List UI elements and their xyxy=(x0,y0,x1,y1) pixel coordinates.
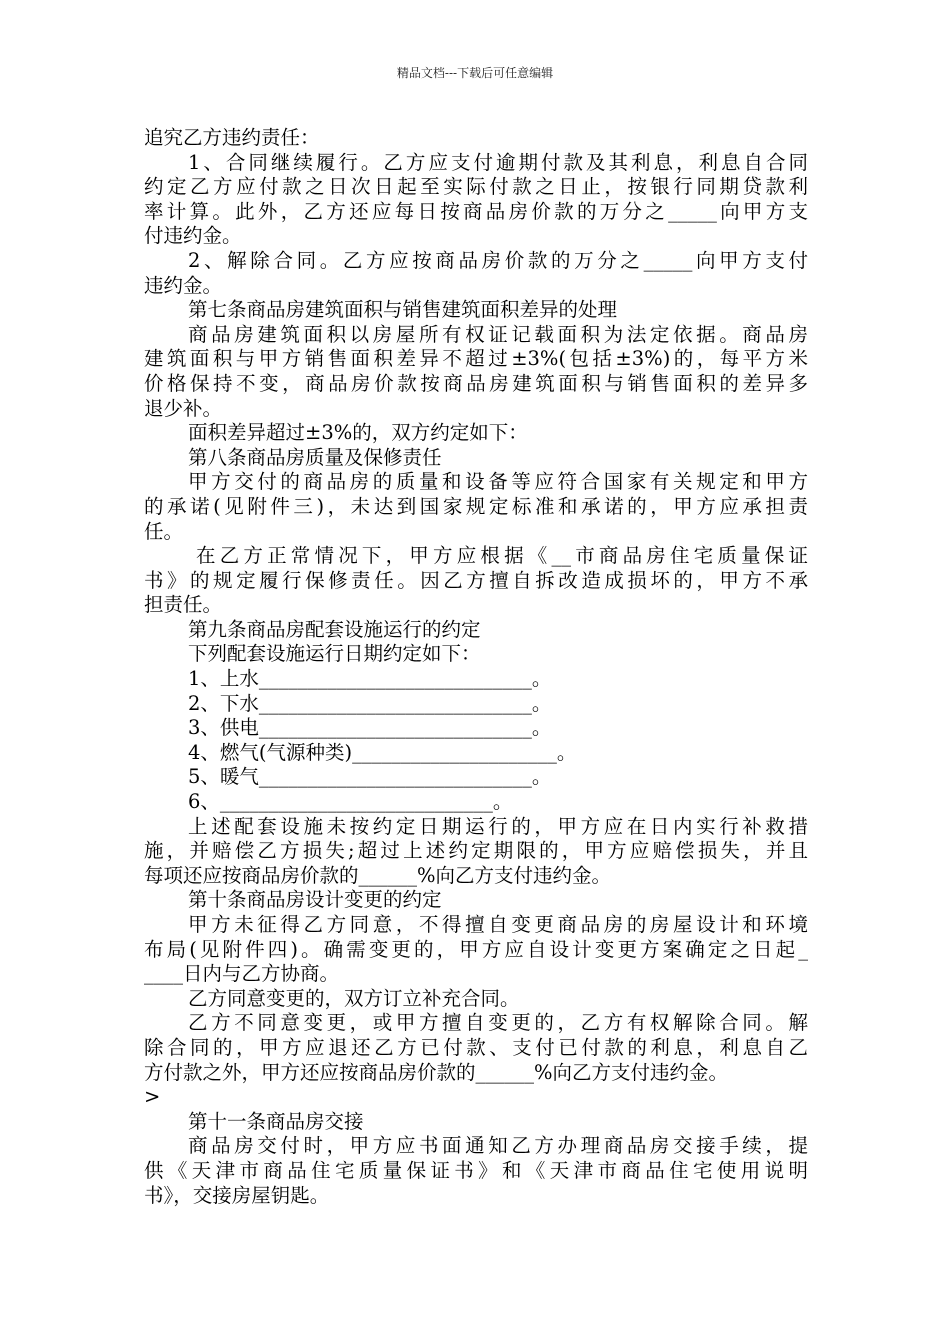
text-line: > xyxy=(144,1085,161,1109)
text-line: 担责任。 xyxy=(144,593,223,617)
section-heading: 第十条商品房设计变更的约定 xyxy=(188,888,442,912)
text-line: 追究乙方违约责任： xyxy=(144,126,320,149)
text-line: 方付款之外，甲方还应按商品房价款的______%向乙方支付违约金。 xyxy=(144,1060,729,1084)
text-line: 下列配套设施运行日期约定如下： xyxy=(188,642,481,666)
section-heading: 第九条商品房配套设施运行的约定 xyxy=(188,617,481,641)
text-line: 每项还应按商品房价款的______%向乙方支付违约金。 xyxy=(144,863,612,887)
text-line: 书》的规定履行保修责任。因乙方擅自拆改造成损坏的，甲方不承 xyxy=(144,568,808,592)
text-line: 乙方同意变更的，双方订立补充合同。 xyxy=(188,986,520,1010)
text-line: 的承诺(见附件三)，未达到国家规定标准和承诺的，甲方应承担责 xyxy=(144,494,808,518)
text-line: 乙方不同意变更，或甲方擅自变更的，乙方有权解除合同。解 xyxy=(188,1011,808,1035)
list-item: 6、____________________________。 xyxy=(188,790,513,814)
text-line: 甲方未征得乙方同意，不得擅自变更商品房的房屋设计和环境 xyxy=(188,913,808,936)
page-header: 精品文档---下载后可任意编辑 xyxy=(396,66,554,80)
list-item: 2、下水____________________________。 xyxy=(188,691,552,715)
text-line: 约定乙方应付款之日次日起至实际付款之日止，按银行同期贷款利 xyxy=(144,175,808,199)
text-line: 退少补。 xyxy=(144,396,223,420)
text-line: 违约金。 xyxy=(144,273,223,297)
text-line: 率计算。此外，乙方还应每日按商品房价款的万分之_____向甲方支 xyxy=(144,199,808,223)
list-item: 5、暖气____________________________。 xyxy=(188,765,552,789)
text-line: 书》，交接房屋钥匙。 xyxy=(144,1183,330,1207)
text-line: 面积差异超过±3%的，双方约定如下： xyxy=(188,421,528,445)
text-line: 布局(见附件四)。确需变更的，甲方应自设计变更方案确定之日起_ xyxy=(144,937,808,961)
section-heading: 第十一条商品房交接 xyxy=(188,1109,364,1133)
text-line: 上述配套设施未按约定日期运行的，甲方应在日内实行补救措 xyxy=(188,814,808,838)
text-line: 甲方交付的商品房的质量和设备等应符合国家有关规定和甲方 xyxy=(188,470,808,494)
text-line: 商品房建筑面积以房屋所有权证记载面积为法定依据。商品房 xyxy=(188,322,808,346)
document-body xyxy=(144,126,808,1208)
section-heading: 第七条商品房建筑面积与销售建筑面积差异的处理 xyxy=(188,298,618,322)
text-line: 2、解除合同。乙方应按商品房价款的万分之_____向甲方支付 xyxy=(188,248,808,272)
text-line: 在乙方正常情况下，甲方应根据《__市商品房住宅质量保证 xyxy=(196,544,808,568)
list-item: 1、上水____________________________。 xyxy=(188,667,552,691)
text-line: 建筑面积与甲方销售面积差异不超过±3%(包括±3%)的，每平方米 xyxy=(144,347,808,371)
text-line: 商品房交付时，甲方应书面通知乙方办理商品房交接手续，提 xyxy=(188,1134,808,1158)
text-line: 任。 xyxy=(144,519,184,543)
section-heading: 第八条商品房质量及保修责任 xyxy=(188,445,442,469)
text-line: 除合同的，甲方应退还乙方已付款、支付已付款的利息，利息自乙 xyxy=(144,1035,808,1059)
text-line: 供《天津市商品住宅质量保证书》和《天津市商品住宅使用说明 xyxy=(144,1158,808,1182)
text-line: 1、合同继续履行。乙方应支付逾期付款及其利息，利息自合同 xyxy=(188,150,808,174)
text-line: ____日内与乙方协商。 xyxy=(144,962,340,986)
text-line: 付违约金。 xyxy=(144,224,242,248)
text-line: 施，并赔偿乙方损失;超过上述约定期限的，甲方应赔偿损失，并且 xyxy=(144,839,808,863)
list-item: 4、燃气(气源种类)_____________________。 xyxy=(188,740,577,764)
text-line: 价格保持不变，商品房价款按商品房建筑面积与销售面积的差异多 xyxy=(144,371,808,395)
list-item: 3、供电____________________________。 xyxy=(188,716,552,740)
